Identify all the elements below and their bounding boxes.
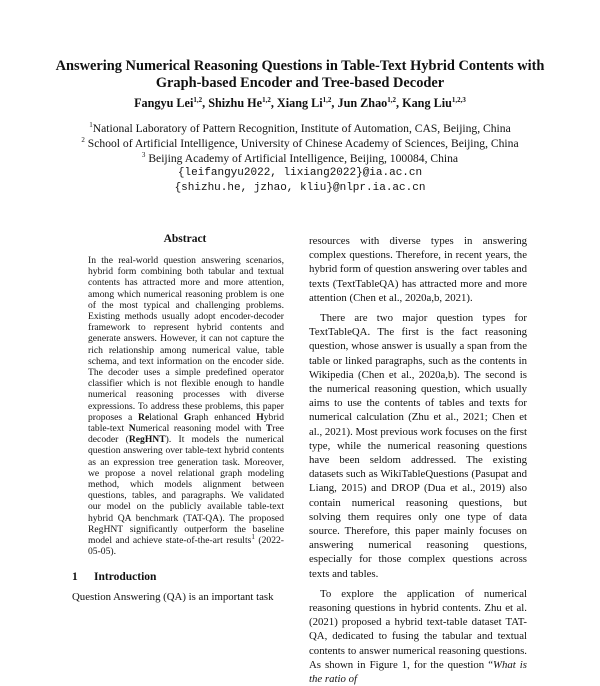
paper-title: Answering Numerical Reasoning Questions in Table-Text Hybrid Contents with Graph-based Encoder and Tree-based Decoder: [55, 58, 545, 91]
paragraph: To explore the application of numerical reasoning questions in hybrid contents. Zhu et al. (2021) proposed a hybrid text-table dataset TAT-QA, dedicated to fusing the tabular and textual contents to answer numerical reasoning questions. As shown in Figure 1, for the question “What is the ratio of: [309, 587, 527, 686]
right-column-text: [309, 234, 527, 686]
author: Jun Zhao$^{1,2}$: [337, 95, 397, 110]
email-1: {leifangyu2022, lixiang2022}@ia.ac.cn: [177, 167, 423, 179]
paragraph: There are two major question types for TextTableQA. The first is the fact reasoning question, whose answer is usually a span from the table or linked paragraphs, such as the contents in Wikipedia (Chen et al., 2020a,b). The second is the numerical reasoning question, which usually aims to use the contents of tables and texts for numerical calculation (Zhu et al., 2021; Chen et al., 2021). Most previous work focuses on the first type, while the numerical reasoning questions have been seldom addressed. The existing datasets such as WikiTableQuestions (Pasupat and Liang, 2015) and DROP (Dua et al., 2019) also contain numerical reasoning questions, but solving them requires only one type of data source. Therefore, this paper mainly focuses on answering numerical reasoning questions, especially for those complex questions across texts and tables.: [309, 312, 528, 580]
author: Kang Liu$^{1,2,3}$: [402, 95, 466, 110]
author: Shizhu He$^{1,2}$: [208, 95, 271, 110]
footnote-marker: 1: [251, 532, 255, 541]
author: Xiang Li$^{1,2}$: [276, 95, 332, 110]
abstract-body: In the real-world question answering scenarios, hybrid form combining both tabular and textual contents has attracted more and more attention, among which numerical reasoning problem is one of the most typical and challenging problems. Existing methods usually adopt encoder-decoder framework to represent hybrid contents and generate answers. However, it can not capture the rich relationship among numerical value, table schema, and text information on the encoder side. The decoder uses a simple predefined operator classifier which is not flexible enough to handle numerical reasoning processes with diverse expressions. To address these problems, this paper proposes a Relational Graph enhanced Hybrid table-text Numerical reasoning model with Tree decoder (RegHNT). It models the numerical question answering over table-text hybrid contents as an expression tree generation task. Moreover, we propose a novel relational graph modeling method, which models alignment between questions, tables, and paragraphs. We validated our model on the publicly available table-text hybrid QA benchmark (TAT-QA). The proposed RegHNT significantly outperform the baseline model and achieve state-of-the-art results$^1$ (2022-05-05).: [88, 255, 285, 558]
affiliation-2: $^2$ School of Artificial Intelligence, University of Chinese Academy of Sciences, Beijing, China: [81, 136, 519, 150]
introduction-text: Question Answering (QA) is an important task: [72, 591, 274, 603]
affiliations: [40, 121, 560, 196]
abstract-heading: Abstract: [163, 233, 207, 245]
author: Fangyu Lei$^{1,2}$: [134, 95, 203, 110]
author-list: Fangyu Lei$^{1,2}$, Shizhu He$^{1,2}$, Xiang Li$^{1,2}$, Jun Zhao$^{1,2}$, Kang Liu$^{1,2,3}$: [134, 95, 466, 110]
section-heading-introduction: 1 Introduction: [72, 571, 157, 583]
affiliation-1: $^1$National Laboratory of Pattern Recognition, Institute of Automation, CAS, Beijing, China: [89, 121, 511, 135]
affiliation-3: $^3$ Beijing Academy of Artificial Intelligence, Beijing, 100084, China: [141, 151, 459, 165]
email-2: {shizhu.he, jzhao, kliu}@nlpr.ia.ac.cn: [174, 182, 426, 194]
paragraph: resources with diverse types in answering complex questions. Therefore, in recent years, the hybrid form of question answering over tables and texts (TextTableQA) has attracted more and more attention (Chen et al., 2020a,b, 2021).: [309, 235, 527, 304]
